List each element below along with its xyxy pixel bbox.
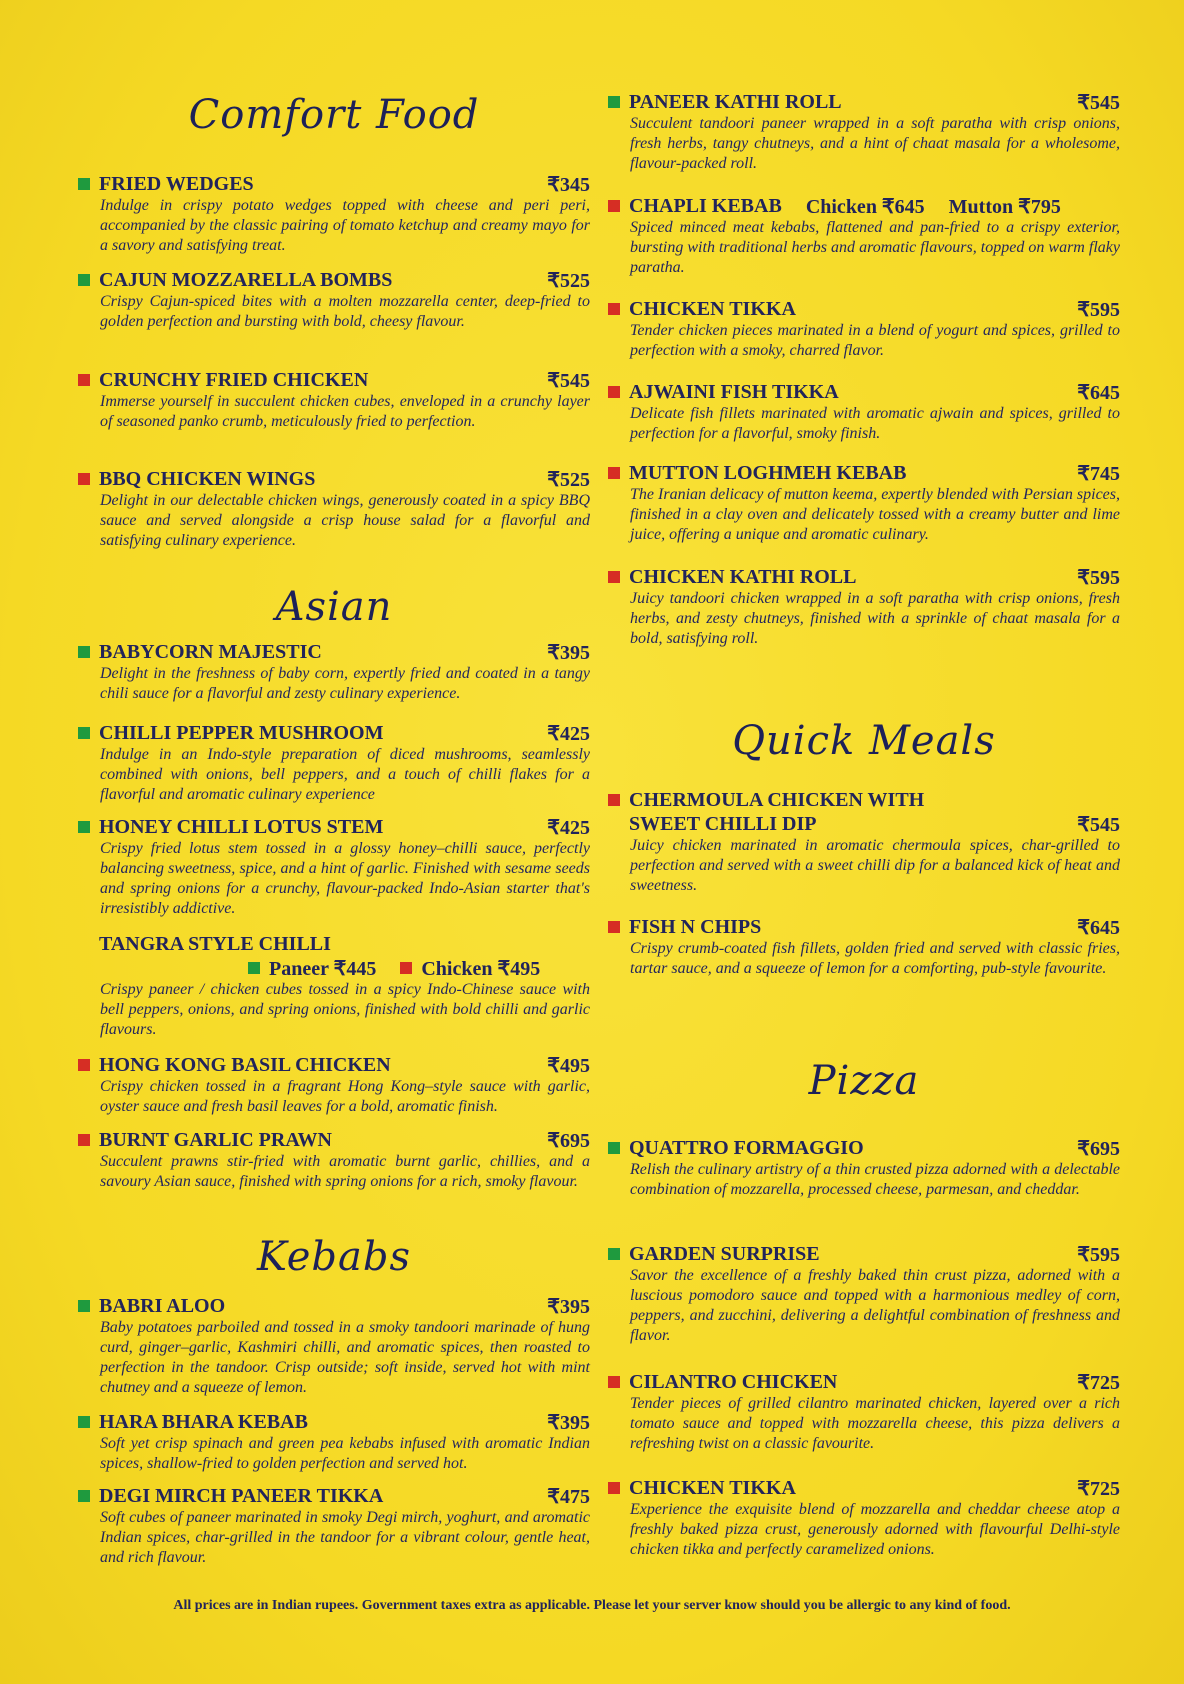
veg-icon: [78, 178, 90, 190]
menu-item-tangra-chilli: [78, 932, 590, 1040]
menu-item-degi-mirch: [78, 1484, 590, 1568]
item-name: DEGI MIRCH PANEER TIKKA: [99, 1484, 384, 1507]
veg-icon: [608, 96, 620, 108]
item-name: BABYCORN MAJESTIC: [99, 640, 322, 663]
section-title-comfort-food: Comfort Food: [188, 92, 480, 138]
item-name: TANGRA STYLE CHILLI: [99, 932, 331, 955]
veg-icon: [78, 646, 90, 658]
item-name: CHICKEN KATHI ROLL: [629, 565, 857, 588]
item-description: Tender pieces of grilled cilantro marinated chicken, layered over a rich tomato sauce and topped with mozzarella cheese, this pizza delivers a refreshing twist on a classic favourite.: [630, 1395, 1120, 1452]
item-name: BBQ CHICKEN WINGS: [99, 467, 316, 490]
nonveg-icon: [608, 794, 620, 806]
menu-item-babycorn: [78, 640, 590, 704]
item-description: Indulge in an Indo-style preparation of diced mushrooms, seamlessly combined with onions, bell peppers, and a touch of chilli flakes for a flavorful and aromatic culinary experience: [100, 746, 590, 803]
item-description: Soft cubes of paneer marinated in smoky Degi mirch, yoghurt, and aromatic Indian spices, char-grilled in the tandoor for a vibrant colour, gentle heat, and rich flavour.: [100, 1509, 590, 1566]
item-price: ₹595: [1077, 298, 1120, 321]
veg-icon: [608, 1248, 620, 1260]
section-title-pizza: Pizza: [808, 1058, 920, 1104]
item-name: CHERMOULA CHICKEN WITH: [629, 788, 925, 811]
item-name: CRUNCHY FRIED CHICKEN: [99, 368, 369, 391]
section-title-quick-meals: Quick Meals: [732, 718, 996, 764]
item-price: ₹645: [1077, 916, 1120, 939]
nonveg-icon: [608, 200, 620, 212]
item-name: FRIED WEDGES: [99, 172, 254, 195]
price-options: [248, 956, 590, 980]
item-description: Crispy paneer / chicken cubes tossed in a spicy Indo-Chinese sauce with bell peppers, onions, and spring onions, finished with bold chilli and garlic flavours.: [100, 981, 590, 1038]
chicken-price: Chicken ₹495: [421, 957, 541, 980]
item-name: AJWAINI FISH TIKKA: [629, 380, 839, 403]
item-name: CAJUN MOZZARELLA BOMBS: [99, 268, 393, 291]
menu-item-hong-kong-basil: [78, 1053, 590, 1117]
nonveg-icon: [608, 1482, 620, 1494]
menu-item-chilli-mushroom: [78, 721, 590, 805]
item-name: CHILLI PEPPER MUSHROOM: [99, 721, 384, 744]
item-name: BURNT GARLIC PRAWN: [99, 1128, 332, 1151]
menu-item-mutton-loghmeh: [608, 461, 1120, 545]
item-description: Crispy fried lotus stem tossed in a glossy honey–chilli sauce, perfectly balancing sweetness, spice, and a hint of garlic. Finished with sesame seeds and spring onions for a crunchy, flavour-packed Indo-Asian starter that's irresistibly addictive.: [100, 840, 590, 917]
item-price: ₹525: [547, 269, 590, 292]
item-price: ₹725: [1077, 1371, 1120, 1394]
menu-item-chicken-tikka: [608, 297, 1120, 361]
veg-icon: [78, 274, 90, 286]
item-price: ₹695: [1077, 1137, 1120, 1160]
menu-item-fish-n-chips: [608, 915, 1120, 979]
item-description: Savor the excellence of a freshly baked thin crust pizza, adorned with a luscious pomodoro sauce and topped with a harmonious medley of corn, peppers, and zucchini, delivering a delightful combination of freshness and flavor.: [630, 1267, 1120, 1344]
item-price: ₹595: [1077, 1243, 1120, 1266]
item-price: ₹525: [547, 468, 590, 491]
mutton-price: Mutton ₹795: [948, 195, 1061, 218]
menu-item-paneer-kathi-roll: [608, 90, 1120, 174]
item-price: ₹425: [547, 816, 590, 839]
item-description: Relish the culinary artistry of a thin crusted pizza adorned with a delectable combination of mozzarella, processed cheese, parmesan, and cheddar.: [630, 1161, 1120, 1198]
chicken-price: Chicken ₹645: [805, 195, 925, 218]
item-price: ₹745: [1077, 462, 1120, 485]
nonveg-icon: [608, 386, 620, 398]
nonveg-icon: [78, 473, 90, 485]
menu-item-cilantro-chicken: [608, 1370, 1120, 1454]
item-name: MUTTON LOGHMEH KEBAB: [629, 461, 907, 484]
menu-item-chicken-tikka-pizza: [608, 1476, 1120, 1560]
nonveg-icon: [78, 1059, 90, 1071]
item-name: BABRI ALOO: [99, 1294, 226, 1317]
menu-item-garden-surprise: [608, 1242, 1120, 1346]
item-description: The Iranian delicacy of mutton keema, expertly blended with Persian spices, finished in a clay oven and delicately tossed with a creamy butter and lime juice, offering a unique and aromatic culinary.: [630, 486, 1120, 543]
item-description: Crispy crumb-coated fish fillets, golden fried and served with classic fries, tartar sauce, and a squeeze of lemon for a comforting, pub-style favourite.: [630, 940, 1120, 977]
nonveg-icon: [78, 374, 90, 386]
item-price: ₹595: [1077, 566, 1120, 589]
veg-icon: [78, 1300, 90, 1312]
item-name: FISH N CHIPS: [629, 915, 762, 938]
item-price: ₹545: [547, 369, 590, 392]
menu-item-quattro-formaggio: [608, 1136, 1120, 1200]
nonveg-icon: [608, 1376, 620, 1388]
veg-icon: [248, 962, 260, 974]
item-price: ₹395: [547, 1295, 590, 1318]
item-description: Succulent tandoori paneer wrapped in a soft paratha with crisp onions, fresh herbs, tangy chutneys, and a hint of chaat masala for a wholesome, flavour-packed roll.: [630, 115, 1120, 172]
item-price: ₹395: [547, 641, 590, 664]
item-description: Soft yet crisp spinach and green pea kebabs infused with aromatic Indian spices, shallow-fried to golden perfection and served hot.: [100, 1435, 590, 1472]
menu-item-hara-bhara: [78, 1410, 590, 1474]
item-price: ₹345: [547, 173, 590, 196]
nonveg-icon: [608, 571, 620, 583]
item-description: Tender chicken pieces marinated in a blend of yogurt and spices, grilled to perfection with a smoky, charred flavor.: [630, 322, 1120, 359]
item-price: ₹395: [547, 1411, 590, 1434]
item-name: HARA BHARA KEBAB: [99, 1410, 308, 1433]
menu-item-bbq-wings: [78, 467, 590, 551]
footer-note: All prices are in Indian rupees. Government taxes extra as applicable. Please let your server know should you be allergic to any kind of food.: [173, 1598, 1011, 1613]
item-name: GARDEN SURPRISE: [629, 1242, 820, 1265]
item-price: ₹545: [1077, 813, 1120, 836]
menu-item-cajun-bombs: [78, 268, 590, 332]
item-name: QUATTRO FORMAGGIO: [629, 1136, 864, 1159]
item-name: CILANTRO CHICKEN: [629, 1370, 838, 1393]
item-description: Crispy Cajun-spiced bites with a molten mozzarella center, deep-fried to golden perfection and bursting with bold, cheesy flavour.: [100, 293, 590, 330]
nonveg-icon: [608, 467, 620, 479]
item-price: ₹475: [547, 1485, 590, 1508]
item-description: Juicy chicken marinated in aromatic chermoula spices, char-grilled to perfection and served with a sweet chilli dip for a balanced kick of heat and sweetness.: [630, 837, 1120, 894]
item-price: ₹695: [547, 1129, 590, 1152]
menu-item-ajwaini-fish-tikka: [608, 380, 1120, 444]
veg-icon: [608, 1142, 620, 1154]
menu-item-lotus-stem: [78, 815, 590, 919]
item-price: ₹645: [1077, 381, 1120, 404]
item-name: CHICKEN TIKKA: [629, 1476, 796, 1499]
menu-item-chicken-kathi-roll: [608, 565, 1120, 649]
menu-item-babri-aloo: [78, 1294, 590, 1398]
veg-icon: [78, 727, 90, 739]
item-description: Juicy tandoori chicken wrapped in a soft paratha with crisp onions, fresh herbs, and zesty chutneys, finished with a sprinkle of chaat masala for a bold, satisfying roll.: [630, 590, 1120, 647]
item-description: Indulge in crispy potato wedges topped with cheese and peri peri, accompanied by the classic pairing of tomato ketchup and creamy mayo for a savory and satisfying treat.: [100, 197, 590, 254]
item-description: Immerse yourself in succulent chicken cubes, enveloped in a crunchy layer of seasoned panko crumb, meticulously fried to perfection.: [100, 393, 590, 430]
nonveg-icon: [608, 303, 620, 315]
item-name: PANEER KATHI ROLL: [629, 90, 842, 113]
item-description: Succulent prawns stir-fried with aromatic burnt garlic, chillies, and a savoury Asian sauce, finished with spring onions for a rich, smoky flavour.: [100, 1153, 590, 1190]
item-description: Baby potatoes parboiled and tossed in a smoky tandoori marinade of hung curd, ginger–garlic, Kashmiri chilli, and aromatic spices, then roasted to perfection in the tandoor. Crisp outside; soft inside, served hot with mint chutney and a squeeze of lemon.: [100, 1319, 590, 1396]
nonveg-icon: [608, 921, 620, 933]
item-price: ₹545: [1077, 91, 1120, 114]
menu-item-burnt-garlic-prawn: [78, 1128, 590, 1192]
item-description: Delicate fish fillets marinated with aromatic ajwain and spices, grilled to perfection for a flavorful, smoky finish.: [630, 405, 1120, 442]
item-name: CHAPLI KEBAB: [629, 194, 782, 217]
menu-item-chermoula-chicken: [608, 788, 1120, 896]
item-name: HONEY CHILLI LOTUS STEM: [99, 815, 384, 838]
item-description: Crispy chicken tossed in a fragrant Hong Kong–style sauce with garlic, oyster sauce and fresh basil leaves for a bold, aromatic finish.: [100, 1078, 590, 1115]
item-description: Delight in our delectable chicken wings, generously coated in a spicy BBQ sauce and served alongside a crisp house salad for a flavorful and satisfying culinary experience.: [100, 492, 590, 549]
item-description: Delight in the freshness of baby corn, expertly fried and coated in a tangy chili sauce for a flavorful and zesty culinary experience.: [100, 665, 590, 702]
item-name: HONG KONG BASIL CHICKEN: [99, 1053, 391, 1076]
item-description: Spiced minced meat kebabs, flattened and pan-fried to a crispy exterior, bursting with traditional herbs and aromatic flavours, topped on warm flaky paratha.: [630, 219, 1120, 276]
veg-icon: [78, 1490, 90, 1502]
menu-item-fried-wedges: [78, 172, 590, 256]
section-title-kebabs: Kebabs: [256, 1234, 412, 1280]
item-price: ₹425: [547, 722, 590, 745]
item-description: Experience the exquisite blend of mozzarella and cheddar cheese atop a freshly baked pizza crust, generously adorned with flavourful Delhi-style chicken tikka and perfectly caramelized onions.: [630, 1501, 1120, 1558]
menu-item-chapli-kebab: [608, 194, 1120, 278]
item-price: ₹495: [547, 1054, 590, 1077]
menu-item-crunchy-fried-chicken: [78, 368, 590, 432]
item-name-line2: SWEET CHILLI DIP: [629, 812, 817, 835]
item-price: ₹725: [1077, 1477, 1120, 1500]
item-name: CHICKEN TIKKA: [629, 297, 796, 320]
paneer-price: Paneer ₹445: [269, 957, 377, 980]
nonveg-icon: [78, 1134, 90, 1146]
section-title-asian: Asian: [275, 584, 393, 630]
veg-icon: [78, 821, 90, 833]
veg-icon: [78, 1416, 90, 1428]
nonveg-icon: [400, 962, 412, 974]
